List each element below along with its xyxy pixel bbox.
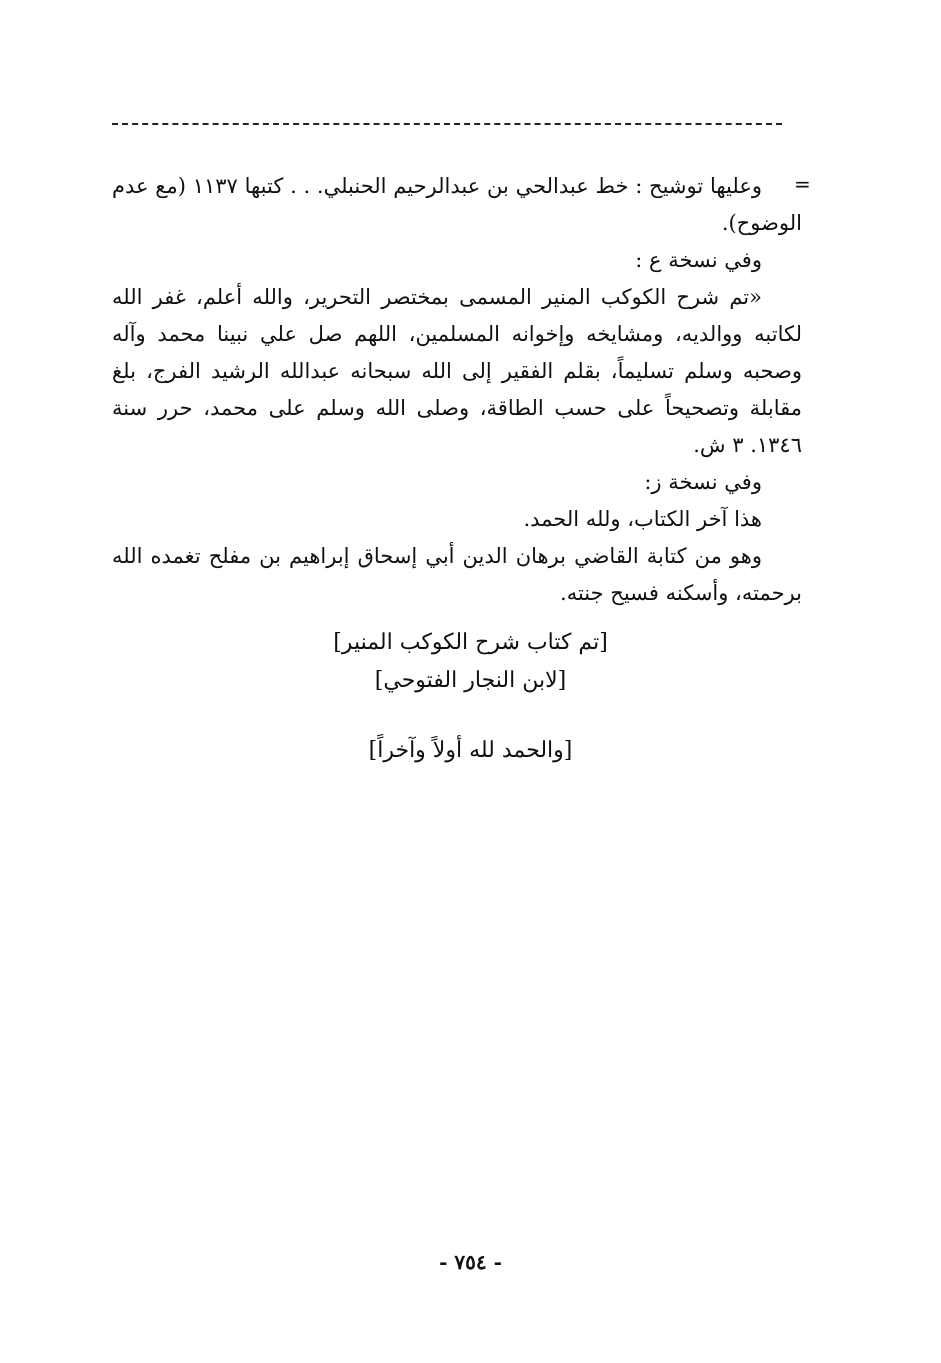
closing-line-3: [والحمد لله أولاً وآخراً] (368, 738, 573, 763)
paragraph-manuscript-a-colophon: «تم شرح الكوكب المنير المسمى بمختصر التحرير، والله أعلم، غفر الله لكاتبه ووالديه، ومشايخه وإخوانه المسلمين، اللهم صل علي نبينا محمد وآله وصحبه وسلم تسليماً، بقلم الفقير إلى الله سبحانه عبدالله الرشيد الفرج، بلغ مقابلة وتصحيحاً على حسب الطاقة، وصلى الله وسلم على محمد، حرر سنة ١٣٤٦. ٣ ش. (112, 285, 802, 457)
paragraph-manuscript-z-colophon: هذا آخر الكتاب، ولله الحمد. (523, 507, 762, 531)
paragraph-manuscript-a-heading: وفي نسخة ع : (635, 248, 762, 272)
closing-line-1: [تم كتاب شرح الكوكب المنير] (333, 630, 608, 655)
continuation-mark: = (794, 172, 811, 196)
paragraph-inscription: وعليها توشيح : خط عبدالحي بن عبدالرحيم الحنبلي. . . كتبها ١١٣٧ (مع عدم الوضوح). (112, 174, 802, 235)
footnote-separator (112, 123, 782, 125)
paragraph-scribe-note: وهو من كتابة القاضي برهان الدين أبي إسحاق إبراهيم بن مفلح تغمده الله برحمته، وأسكنه فسيح جنته. (112, 544, 802, 605)
footnote-body (112, 168, 802, 612)
page-number: - ٧٥٤ - (439, 1250, 502, 1274)
closing-line-2: [لابن النجار الفتوحي] (374, 668, 567, 693)
paragraph-manuscript-z-heading: وفي نسخة ز: (644, 470, 762, 494)
